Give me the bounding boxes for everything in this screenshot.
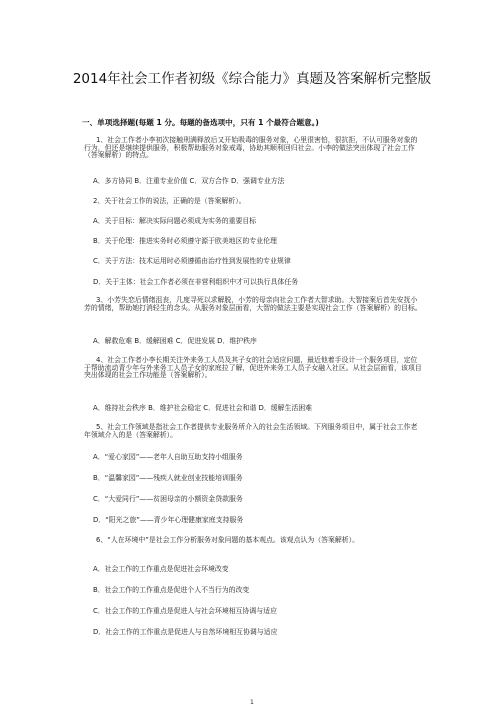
question-2-stem: 2、关于社会工作的说法，正确的是（答案解析）。 bbox=[93, 197, 246, 205]
question-1-options: A．多方协同 B．注重专业价值 C．双方合作 D．强调专业方法 bbox=[93, 177, 285, 185]
question-5-stem: 5、社会工作领域是指社会工作者提供专业服务所介入的社会生活领域。下列服务项目中，属于社会工作老年领域介入的是（答案解析）。 bbox=[84, 423, 418, 439]
document-title: 2014年社会工作者初级《综合能力》真题及答案解析完整版 bbox=[72, 71, 432, 87]
question-6-option-b: B．社会工作的工作重点是促进个人不当行为的改变 bbox=[93, 586, 250, 594]
question-2-option-b: B．关于伦理：推进实务时必须遵守源于欧美地区的专业伦理 bbox=[93, 237, 277, 245]
question-2-option-d: D．关于主体：社会工作者必须在非营利组织中才可以执行具体任务 bbox=[93, 278, 299, 286]
question-1-stem: 1、社会工作者小李初次接触刑满释放后又开始吸毒的服务对象，心里很害怕，很抗拒，不认可服务对象的行为，但还是继续提供服务，积极帮助服务对象戒毒，协助其顺利回归社会。小李的做法突出体现了社会工作（答案解析）的特点。 bbox=[84, 136, 418, 160]
question-5-option-a: A．“爱心家园”——老年人自助互助支持小组服务 bbox=[93, 453, 243, 461]
page-number: 1 bbox=[249, 698, 255, 706]
question-5-option-b: B．“温馨家园”——残疾人就业创业技能培训服务 bbox=[93, 474, 243, 482]
section-heading: 一、单项选择题(每题 1 分。每题的备选项中，只有 1 个最符合题意。) bbox=[82, 118, 319, 127]
question-2-option-a: A．关于目标：解决实际问题必须成为实务的重要目标 bbox=[93, 217, 257, 225]
question-6-stem: 6、“人在环境中”是社会工作分析服务对象问题的基本观点。该观点认为（答案解析）。 bbox=[96, 536, 360, 544]
question-6-option-a: A．社会工作的工作重点是促进社会环境改变 bbox=[93, 565, 229, 573]
question-3-options: A．解救危难 B．缓解困难 C．促进发展 D．维护秩序 bbox=[93, 337, 257, 345]
question-4-stem: 4、社会工作者小李长期关注外来务工人员及其子女的社会适应问题，最近他着手设计一个服务项目，定位于帮助流动青少年与外来务工人员子女的家庭拉了解，促进外来务工人员子女融入社区。从社会层面看，该项目突出体现的社会工作功能是（答案解析）。 bbox=[84, 356, 422, 380]
question-2-option-c: C．关于方法：技术运用时必须遵循由治疗性到发展性的专业规律 bbox=[93, 257, 291, 265]
question-5-option-c: C．“大爱同行”——贫困母亲的小额资金贷款服务 bbox=[93, 495, 243, 503]
question-5-option-d: D．“阳光之旅”——青少年心理健康家庭支持服务 bbox=[93, 516, 244, 524]
question-4-options: A．维持社会秩序 B．维护社会稳定 C．促进社会和谐 D．缓解生活困难 bbox=[93, 404, 313, 412]
question-3-stem: 3、小芳失恋后情绪沮丧，几度寻死以求解脱，小芳的母亲向社会工作者大智求助。大智接案后首先安抚小芳的情绪，帮助她打消轻生的念头。从服务对象层面看，大智的做法主要是实现社会工作（答案解析）的目标。 bbox=[84, 296, 422, 312]
question-6-option-d: D．社会工作的工作重点是促进人与自然环境相互协调与适应 bbox=[93, 628, 278, 636]
question-6-option-c: C．社会工作的工作重点是促进人与社会环境相互协调与适应 bbox=[93, 607, 277, 615]
